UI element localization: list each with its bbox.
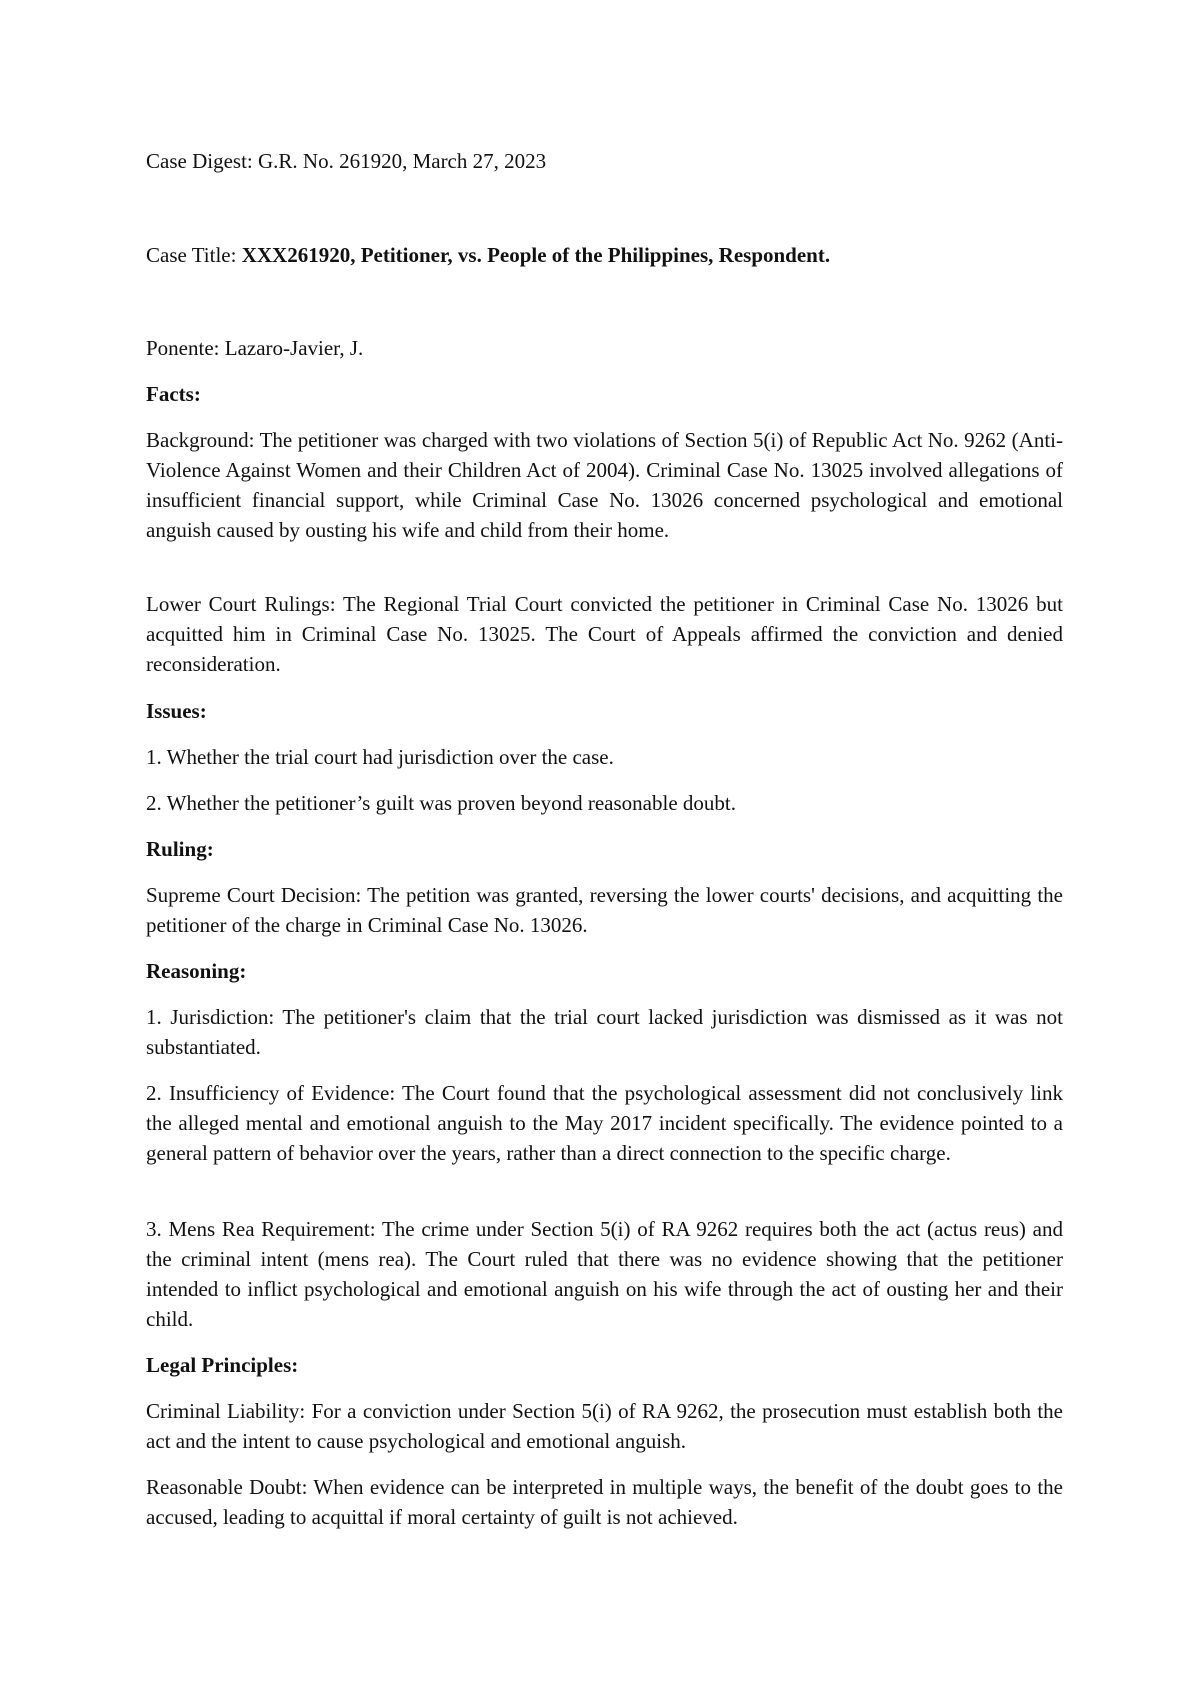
reasoning-heading: Reasoning: (146, 959, 247, 983)
case-title-label: Case Title: (146, 243, 242, 267)
principle-criminal-liability: Criminal Liability: For a conviction under Section 5(i) of RA 9262, the prosecution must establish both the act and the intent to cause psychological and emotional anguish. (146, 1399, 1063, 1453)
facts-lower-court: Lower Court Rulings: The Regional Trial Court convicted the petitioner in Criminal Case No. 13026 but acquitted him in Criminal Case No. 13025. The Court of Appeals affirmed the conviction and denied reconsideration. (146, 592, 1063, 676)
issues-heading: Issues: (146, 699, 207, 723)
case-title (146, 240, 1063, 270)
reasoning-item-1: 1. Jurisdiction: The petitioner's claim that the trial court lacked jurisdiction was dismissed as it was not substantiated. (146, 1005, 1063, 1059)
reasoning-item-3: 3. Mens Rea Requirement: The crime under Section 5(i) of RA 9262 requires both the act (actus reus) and the criminal intent (mens rea). The Court ruled that there was no evidence showing that the petitioner intended to inflict psychological and emotional anguish on his wife through the act of ousting her and their child. (146, 1217, 1063, 1331)
issue-item-2: 2. Whether the petitioner’s guilt was proven beyond reasonable doubt. (146, 791, 736, 815)
principles-heading: Legal Principles: (146, 1353, 299, 1377)
document-header: Case Digest: G.R. No. 261920, March 27, 2023 (146, 149, 547, 173)
facts-heading: Facts: (146, 382, 201, 406)
case-title-value: XXX261920, Petitioner, vs. People of the Philippines, Respondent. (241, 243, 831, 267)
facts-background: Background: The petitioner was charged with two violations of Section 5(i) of Republic Act No. 9262 (Anti-Violence Against Women and their Children Act of 2004). Criminal Case No. 13025 involved allegations of insufficient financial support, while Criminal Case No. 13026 concerned psychological and emotional anguish caused by ousting his wife and child from their home. (146, 428, 1063, 542)
ruling-text: Supreme Court Decision: The petition was granted, reversing the lower courts' decisions, and acquitting the petitioner of the charge in Criminal Case No. 13026. (146, 883, 1063, 937)
reasoning-item-2: 2. Insufficiency of Evidence: The Court found that the psychological assessment did not conclusively link the alleged mental and emotional anguish to the May 2017 incident specifically. The evidence pointed to a general pattern of behavior over the years, rather than a direct connection to the specific charge. (146, 1081, 1063, 1165)
ruling-heading: Ruling: (146, 837, 214, 861)
ponente: Ponente: Lazaro-Javier, J. (146, 336, 364, 360)
principle-reasonable-doubt: Reasonable Doubt: When evidence can be interpreted in multiple ways, the benefit of the doubt goes to the accused, leading to acquittal if moral certainty of guilt is not achieved. (146, 1475, 1063, 1529)
issue-item-1: 1. Whether the trial court had jurisdiction over the case. (146, 745, 614, 769)
